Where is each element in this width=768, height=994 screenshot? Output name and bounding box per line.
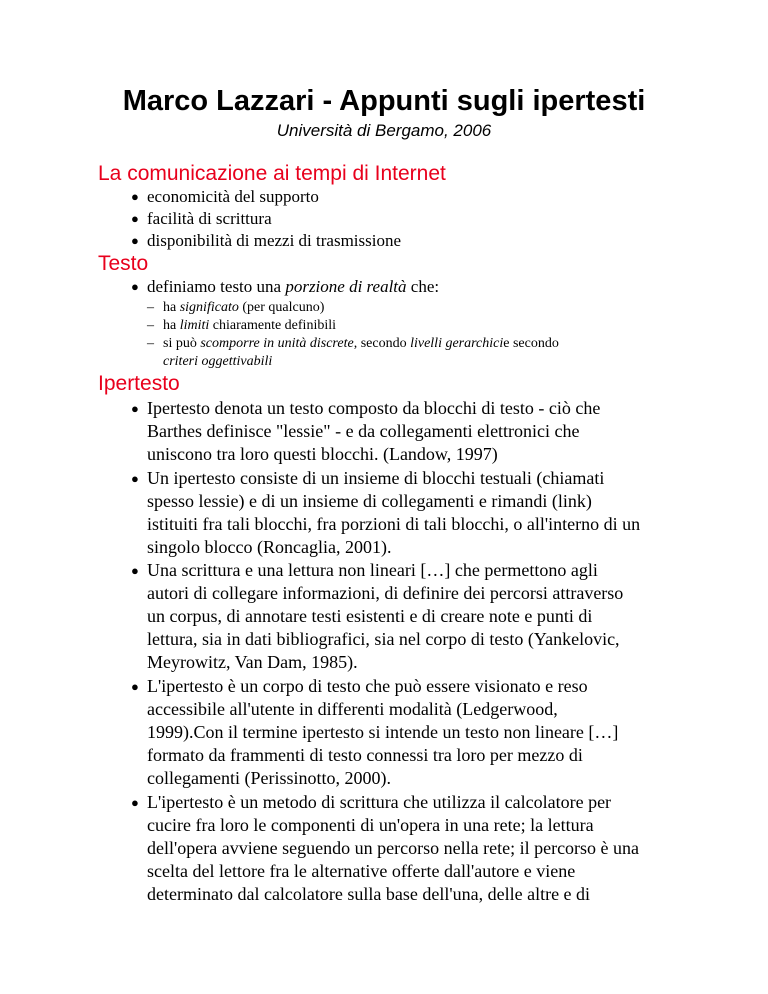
dash-icon: – — [147, 318, 154, 333]
document-title: Marco Lazzari - Appunti sugli ipertesti — [122, 85, 646, 117]
document-page: Marco Lazzari - Appunti sugli ipertesti Università di Bergamo, 2006 La comunicazione ai tempi di Internet ● economicità del supporto ● facilità di scrittura ● disponibilità di mezzi di trasmissione Testo ● definiamo testo una porzione di realtà che: – ha significato (per qualcuno) – ha limiti chiaramente definibili – si può scomporre in unità discrete, secondo livelli gerarchicie secondo criteri oggettivabili Ipertesto ● Ipertesto denota un testo composto da blocchi di testo - ciò che Barthes definisce "lessie" - e da collegamenti elettronici che uniscono tra loro questi blocchi. (Landow, 1997) ● Un ipertesto consiste di un insieme di blocchi testuali (chiamati spesso lessie) e di un insieme di collegamenti e rimandi (link) istituiti fra tali blocchi, fra porzioni di tali blocchi, o all'interno di un singolo blocco (Roncaglia, 2001). ● Una scrittura e una lettura non lineari […] che permettono agli autori di collegare informazioni, di definire dei percorsi attraverso un corpus, di annotare testi esistenti e di creare note e punti di lettura, sia in dati bibliografici, sia nel corpo di testo (Yankelovic, Meyrowitz, Van Dam, 1985). ● L'ipertesto è un corpo di testo che può essere visionato e reso accessibile all'utente in differenti modalità (Ledgerwood, 1999).Con il termine ipertesto si intende un testo non lineare […] formato da frammenti di testo connessi tra loro per mezzo di collegamenti (Perissinotto, 2000). ● L'ipertesto è un metodo di scrittura che utilizza il calcolatore per cucire fra loro le componenti di un'opera in una rete; la lettura dell'opera avviene seguendo un percorso nella rete; il percorso è una scelta del lettore fra le alternative offerte dall'autore e viene determinato dal calcolatore sulla base dell'una, delle altre e di — [0, 0, 768, 994]
dash-icon: – — [147, 336, 154, 351]
section-heading-comunicazione: La comunicazione ai tempi di Internet — [98, 162, 446, 185]
bullet-icon: ● — [131, 471, 139, 486]
bullet-icon: ● — [131, 795, 139, 810]
bullet-icon: ● — [131, 279, 139, 294]
bullet-icon: ● — [131, 211, 139, 226]
section-heading-testo: Testo — [98, 252, 149, 275]
bullet-icon: ● — [131, 679, 139, 694]
bullet-icon: ● — [131, 401, 139, 416]
dash-icon: – — [147, 300, 154, 315]
bullet-icon: ● — [131, 563, 139, 578]
bullet-icon: ● — [131, 233, 139, 248]
section-heading-ipertesto: Ipertesto — [98, 372, 180, 395]
bullet-icon: ● — [131, 189, 139, 204]
document-subtitle: Università di Bergamo, 2006 — [276, 121, 492, 140]
